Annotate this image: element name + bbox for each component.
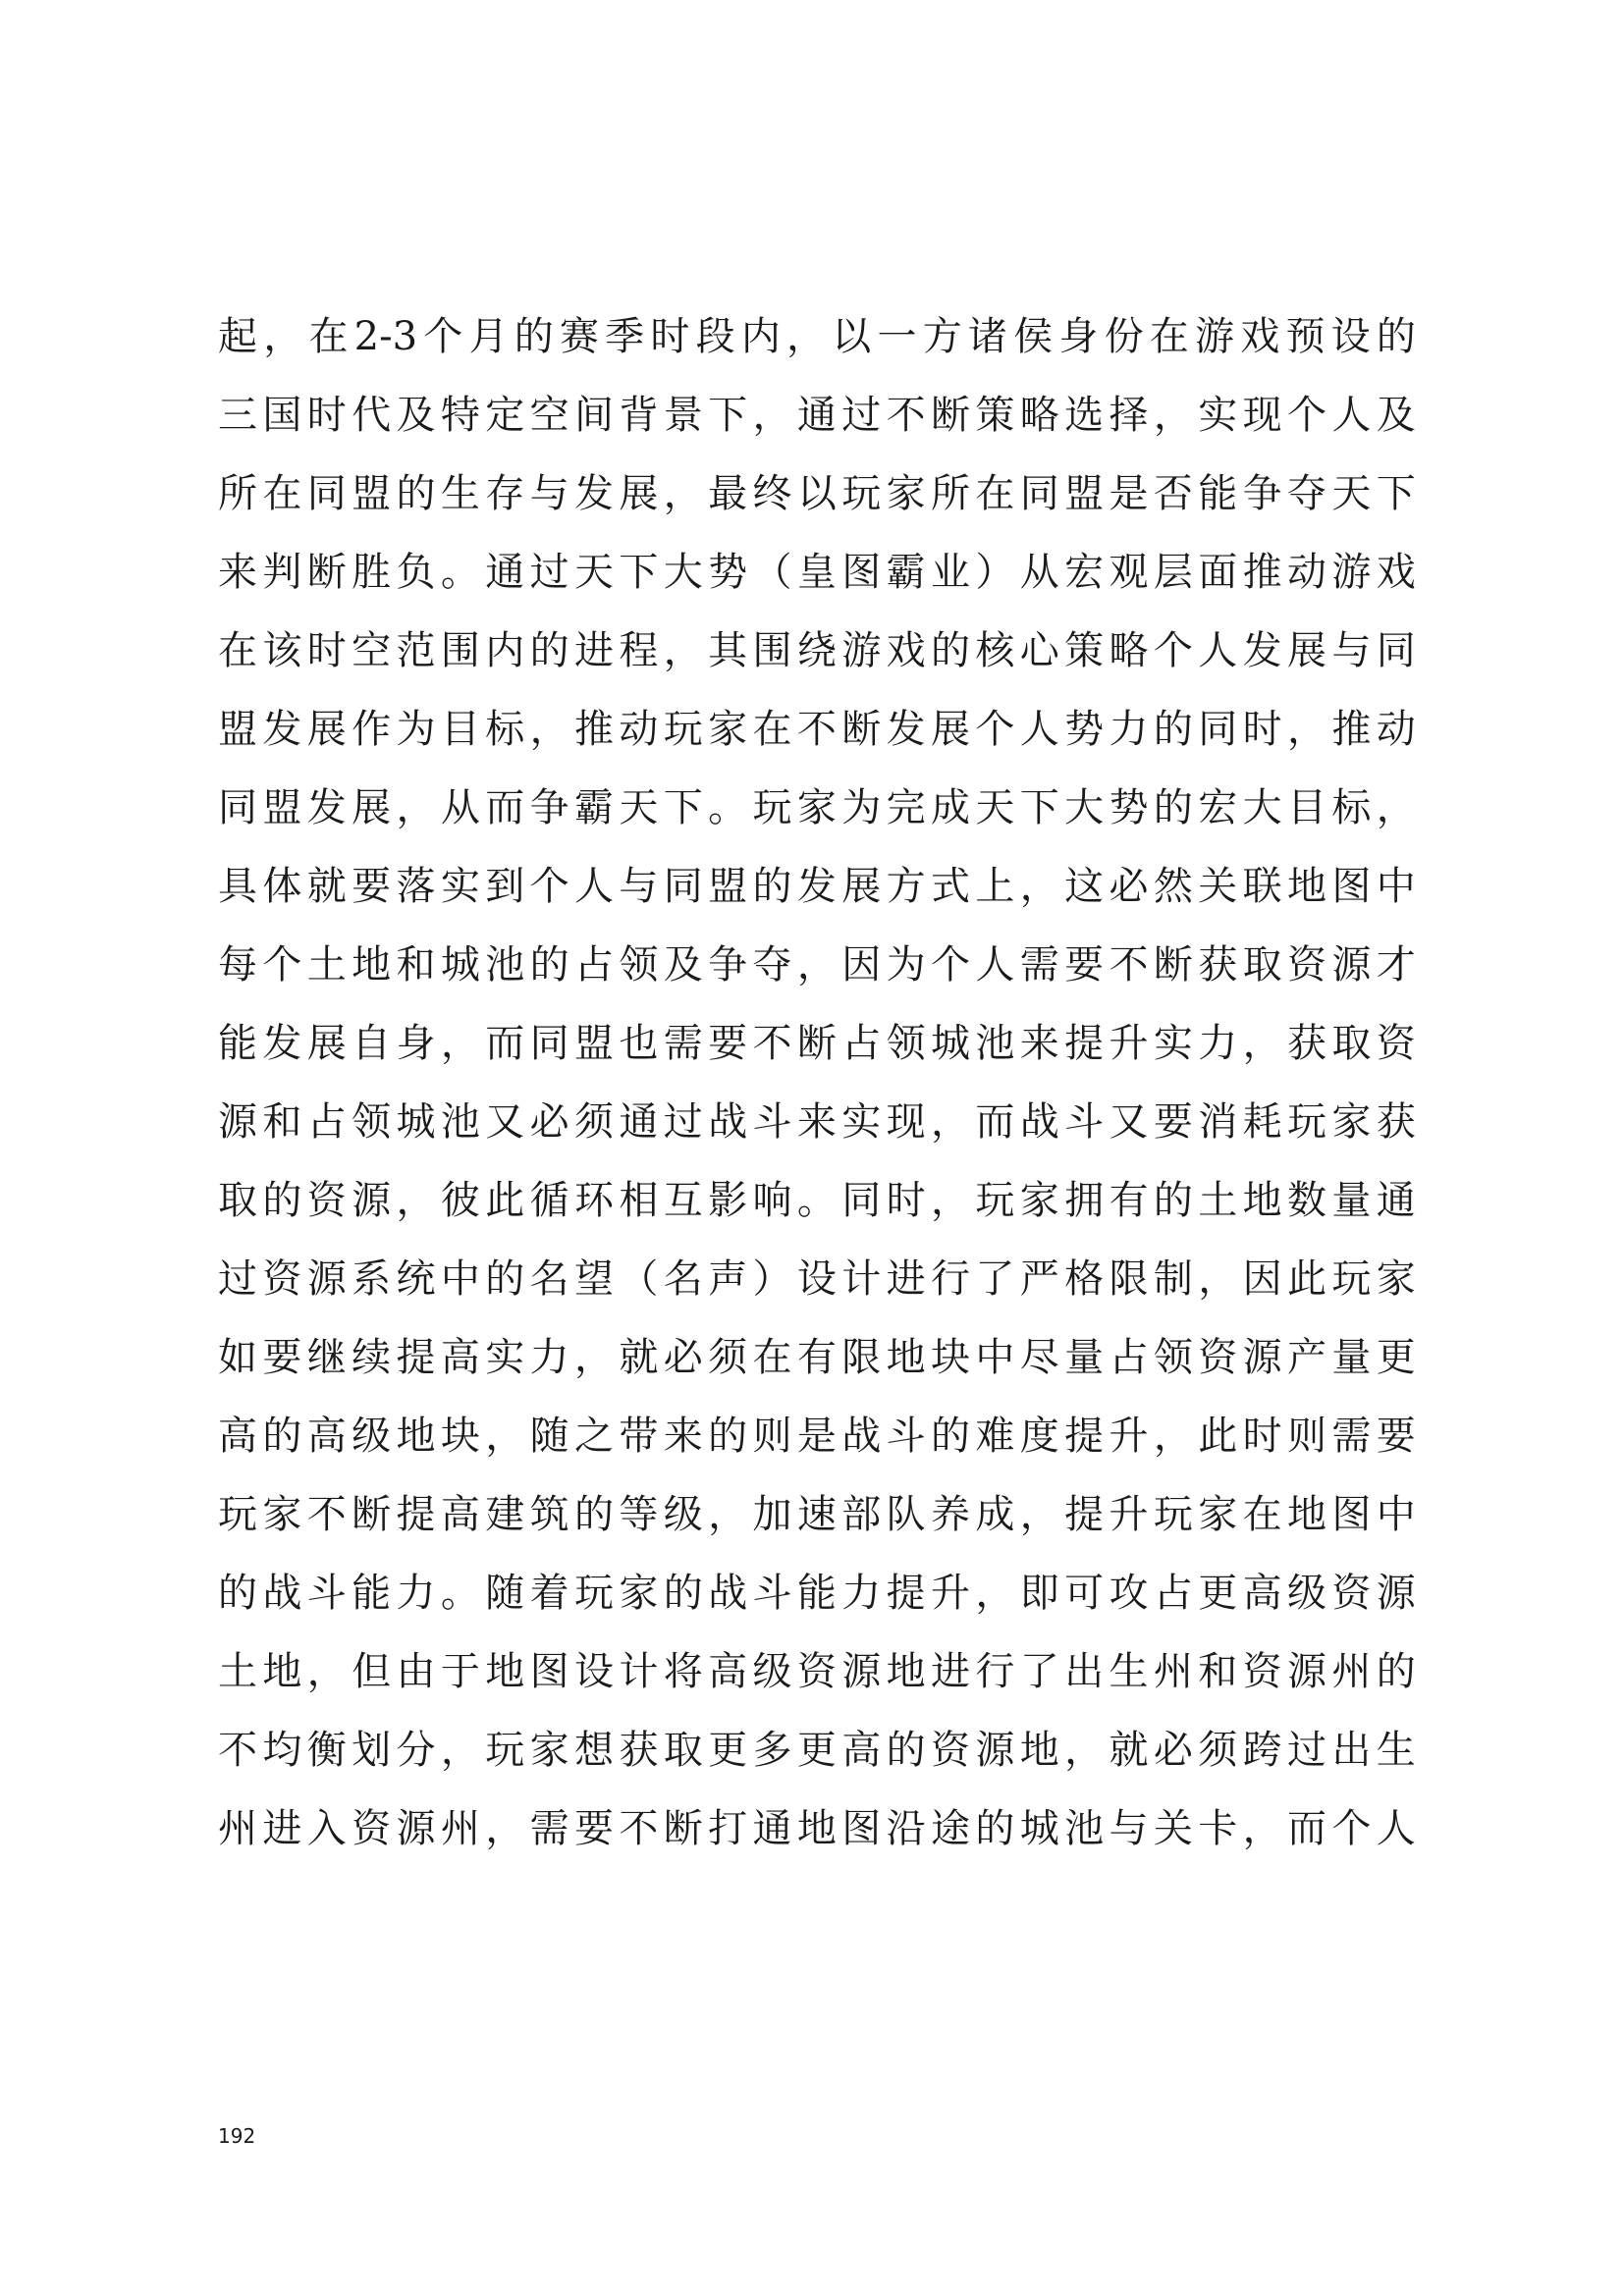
text-line: 所 在 同 盟 的 生 存 与 发 展 ， 最 终 以 玩 家 所 在 同 盟 是 否 能 争 夺 天 下 <box>218 471 1416 516</box>
text-line: 过 资 源 系 统 中 的 名 望 （ 名 声 ） 设 计 进 行 了 严 格 限 制 ， 因 此 玩 家 <box>218 1256 1416 1302</box>
text-line: 高 的 高 级 地 块 ， 随 之 带 来 的 则 是 战 斗 的 难 度 提 升 ， 此 时 则 需 要 <box>218 1414 1416 1459</box>
text-line: 能 发 展 自 身 ， 而 同 盟 也 需 要 不 断 占 领 城 池 来 提 升 实 力 ， 获 取 资 <box>218 1021 1416 1066</box>
text-line: 三 国 时 代 及 特 定 空 间 背 景 下 ， 通 过 不 断 策 略 选 择 ， 实 现 个 人 及 <box>218 393 1416 438</box>
text-line: 的 战 斗 能 力 。 随 着 玩 家 的 战 斗 能 力 提 升 ， 即 可 攻 占 更 高 级 资 源 <box>218 1571 1416 1616</box>
text-line: 不 均 衡 划 分 ， 玩 家 想 获 取 更 多 更 高 的 资 源 地 ， 就 必 须 跨 过 出 生 <box>218 1728 1416 1773</box>
text-line: 盟 发 展 作 为 目 标 ， 推 动 玩 家 在 不 断 发 展 个 人 势 力 的 同 时 ， 推 动 <box>218 707 1416 752</box>
text-line: 在 该 时 空 范 围 内 的 进 程 ， 其 围 绕 游 戏 的 核 心 策 略 个 人 发 展 与 同 <box>218 628 1416 673</box>
text-line: 如 要 继 续 提 高 实 力 ， 就 必 须 在 有 限 地 块 中 尽 量 占 领 资 源 产 量 更 <box>218 1335 1416 1380</box>
text-line: 具 体 就 要 落 实 到 个 人 与 同 盟 的 发 展 方 式 上 ， 这 必 然 关 联 地 图 中 <box>218 864 1416 909</box>
text-line: 同 盟 发 展 ， 从 而 争 霸 天 下 。 玩 家 为 完 成 天 下 大 势 的 宏 大 目 标 ， <box>218 785 1416 830</box>
text-line: 取 的 资 源 ， 彼 此 循 环 相 互 影 响 。 同 时 ， 玩 家 拥 有 的 土 地 数 量 通 <box>218 1178 1416 1223</box>
page-number: 192 <box>218 2124 256 2148</box>
text-line: 州 进 入 资 源 州 ， 需 要 不 断 打 通 地 图 沿 途 的 城 池 与 关 卡 ， 而 个 人 <box>218 1806 1416 1851</box>
text-line: 每 个 土 地 和 城 池 的 占 领 及 争 夺 ， 因 为 个 人 需 要 不 断 获 取 资 源 才 <box>218 942 1416 988</box>
text-line: 起 ， 在 2-3 个 月 的 赛 季 时 段 内 ， 以 一 方 诸 侯 身 份 在 游 戏 预 设 的 <box>218 314 1416 359</box>
text-line: 源 和 占 领 城 池 又 必 须 通 过 战 斗 来 实 现 ， 而 战 斗 又 要 消 耗 玩 家 获 <box>218 1099 1416 1145</box>
text-line: 来 判 断 胜 负 。 通 过 天 下 大 势 （ 皇 图 霸 业 ） 从 宏 观 层 面 推 动 游 戏 <box>218 550 1416 595</box>
body-text <box>218 297 1416 1868</box>
text-line: 土 地 ， 但 由 于 地 图 设 计 将 高 级 资 源 地 进 行 了 出 生 州 和 资 源 州 的 <box>218 1649 1416 1694</box>
text-line: 玩 家 不 断 提 高 建 筑 的 等 级 ， 加 速 部 队 养 成 ， 提 升 玩 家 在 地 图 中 <box>218 1492 1416 1537</box>
